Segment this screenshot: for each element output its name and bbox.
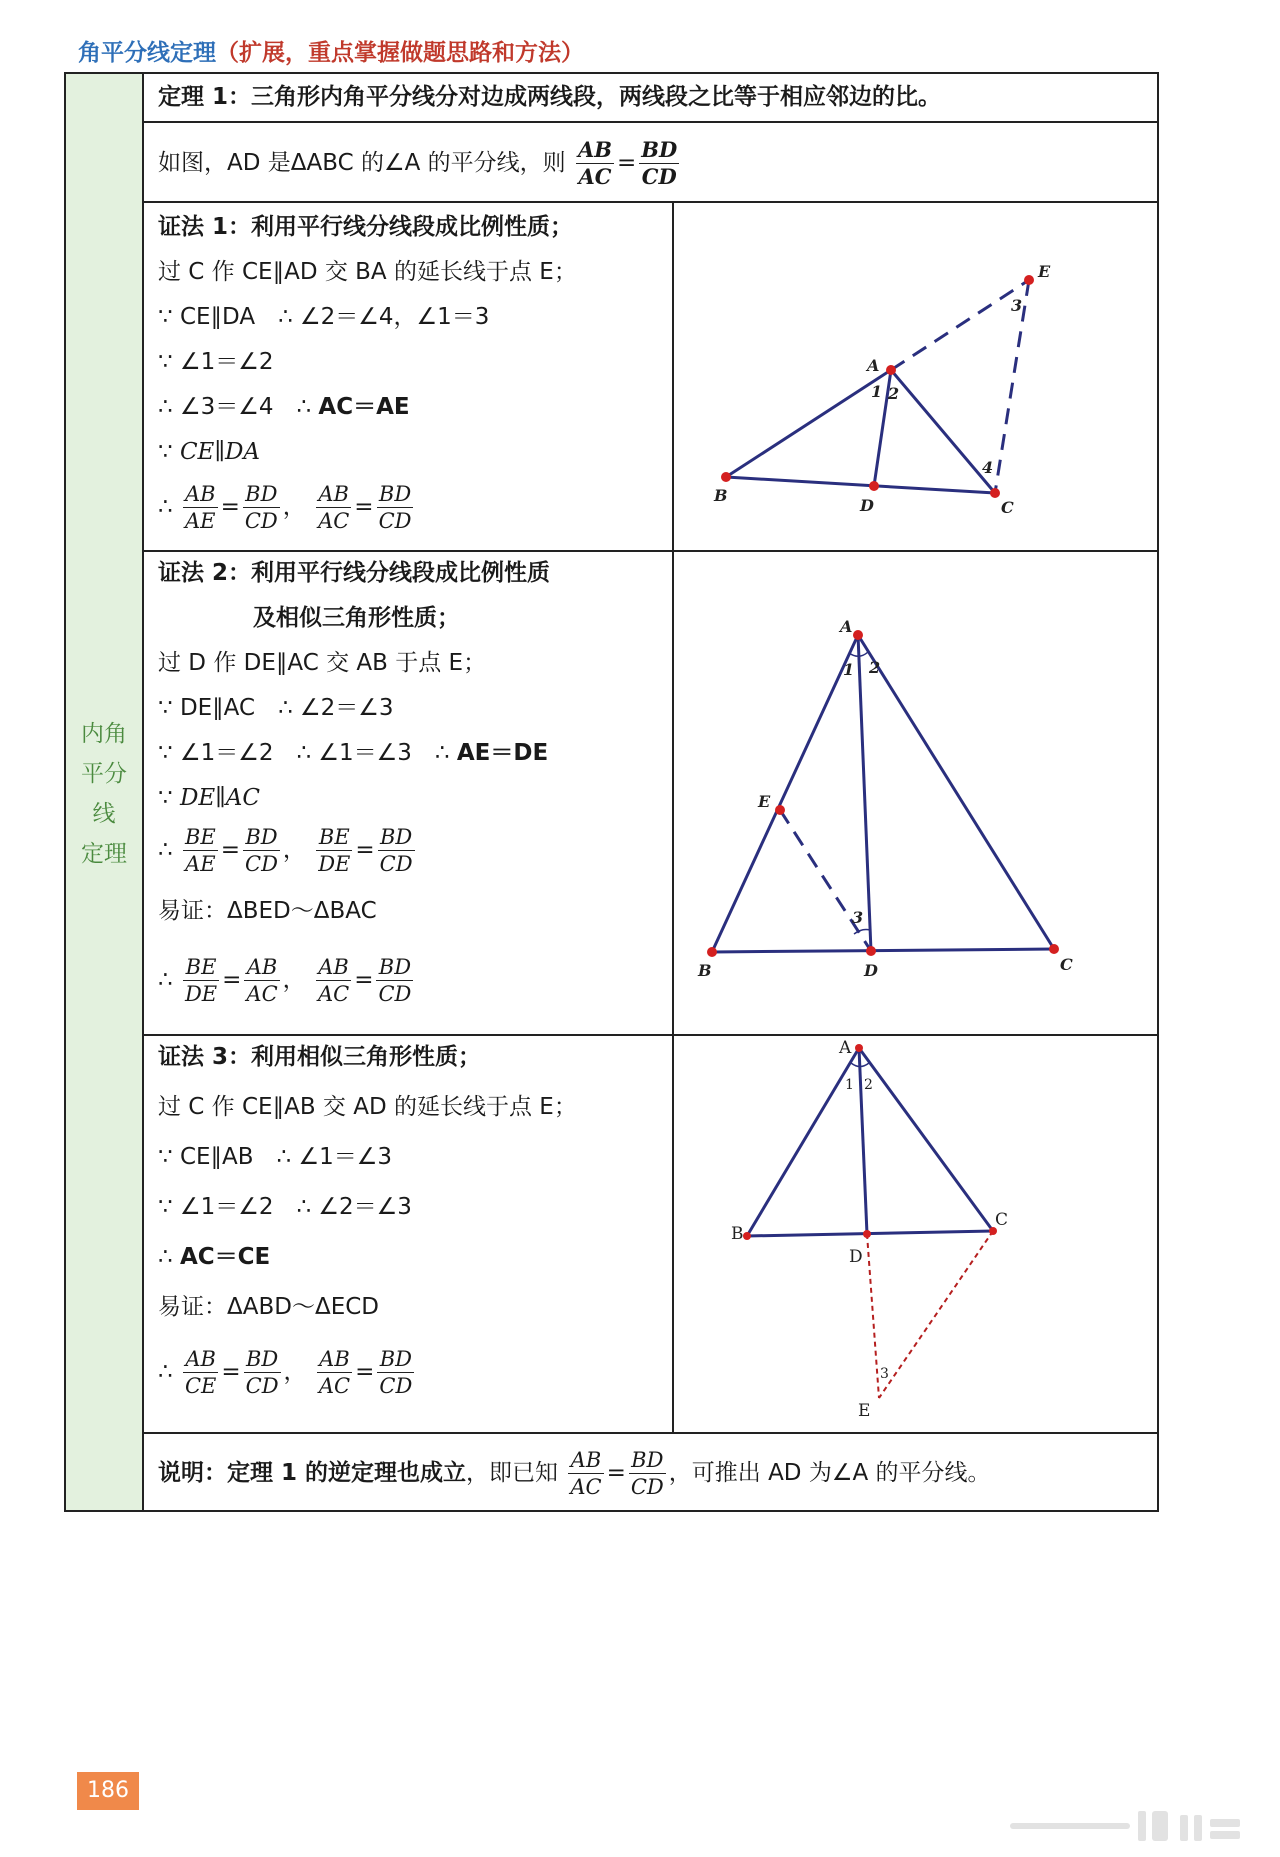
proof1-ratio-line: ∴ $\frac{AB}{AE}$ = $\frac{BD}{CD}$ ， $\frac{AB}{AC}$ = $\frac{BD}{CD}$	[158, 482, 412, 533]
point-a	[853, 630, 863, 640]
proof2-title: 证法 2：利用平行线分线段成比例性质	[158, 560, 551, 586]
numerator: BD	[629, 1447, 666, 1474]
segment-ac	[858, 635, 1054, 949]
point-b	[707, 947, 717, 957]
proof1-result: AC＝AE	[318, 394, 410, 420]
proof2-ratio-line: ∴ $\frac{BE}{DE}$ = $\frac{AB}{AC}$ ， $\frac{AB}{AC}$ = $\frac{BD}{CD}$	[158, 955, 412, 1006]
numerator: BD	[641, 137, 678, 162]
note-label: 说明：	[158, 1460, 227, 1486]
equals-sign: =	[617, 150, 637, 176]
fraction	[576, 137, 614, 190]
numerator: BD	[376, 954, 413, 981]
label-a: A	[839, 1038, 852, 1058]
note: 说明：定理 1 的逆定理也成立，即已知 $\frac{AB}{AC}$ = $\frac{BD}{CD}$ ，可推出 AD 为∠A 的平分线。	[158, 1448, 991, 1499]
point-d	[869, 481, 879, 491]
heading-subtitle: （扩展，重点掌握做题思路和方法）	[216, 40, 584, 66]
numerator: AB	[183, 1346, 218, 1373]
side-label-line: 线	[92, 801, 116, 827]
label-a: A	[840, 617, 853, 636]
fraction	[243, 481, 280, 534]
numerator: AB	[316, 954, 351, 981]
note-tail: ，可推出 AD 为∠A 的平分线。	[668, 1460, 991, 1486]
numerator: BE	[184, 825, 216, 849]
proof3-line	[158, 1242, 270, 1272]
numerator: AB	[568, 1447, 603, 1474]
given-text: 如图，AD 是ΔABC 的∠A 的平分线，则	[158, 150, 566, 176]
proof3-text	[158, 1042, 663, 1427]
point-d	[863, 1230, 871, 1238]
denominator: CE	[184, 1374, 217, 1398]
label-a: A	[867, 356, 880, 375]
denominator: CD	[641, 164, 677, 189]
point-d	[866, 946, 876, 956]
proof1-line-text: ∴ ∠3＝∠4 ∴	[158, 394, 312, 420]
therefore-symbol: ∴	[158, 1359, 173, 1385]
denominator: AC	[317, 982, 350, 1006]
fraction	[316, 824, 352, 877]
page-number: 186	[77, 1772, 139, 1810]
proof3-result: AC＝CE	[179, 1244, 271, 1270]
proof3-line: 过 C 作 CE∥AB 交 AD 的延长线于点 E；	[158, 1094, 577, 1120]
fraction	[316, 481, 351, 534]
side-column	[66, 74, 144, 1510]
theorem-statement-cell	[158, 82, 1138, 118]
fraction	[317, 1346, 352, 1399]
point-a	[855, 1044, 863, 1052]
proof1-text	[158, 209, 663, 544]
segment-ac	[859, 1048, 993, 1231]
label-angle4: 4	[982, 458, 994, 477]
fraction	[316, 954, 351, 1007]
fraction	[377, 1346, 414, 1399]
bisector-ad	[858, 635, 871, 951]
denominator: AC	[246, 982, 278, 1006]
label-d: D	[860, 496, 874, 515]
numerator: BE	[183, 954, 219, 981]
label-angle3: 3	[852, 908, 864, 927]
label-c: C	[1001, 498, 1014, 517]
fraction	[378, 824, 415, 877]
theorem-formula	[158, 136, 682, 190]
label-c: C	[1060, 955, 1073, 974]
proof1-title: 证法 1：利用平行线分线段成比例性质；	[158, 214, 574, 240]
side-label-line: 内角	[81, 721, 127, 747]
proof2-title-cont: 及相似三角形性质；	[253, 605, 460, 631]
proof3-line: ∵ CE∥AB ∴ ∠1＝∠3	[158, 1144, 392, 1170]
fraction	[243, 824, 280, 877]
label-e: E	[858, 1401, 871, 1421]
side-label	[66, 714, 142, 874]
proof2-similar: 易证：ΔBED～ΔBAC	[158, 898, 377, 924]
label-b: B	[731, 1224, 744, 1244]
label-angle1: 1	[845, 1077, 854, 1093]
point-b	[721, 472, 731, 482]
denominator: DE	[184, 982, 218, 1006]
proof1-line: 过 C 作 CE∥AD 交 BA 的延长线于点 E；	[158, 259, 577, 285]
therefore-symbol: ∴	[158, 967, 173, 993]
numerator: AB	[184, 482, 216, 506]
label-angle3: 3	[1011, 296, 1023, 315]
side-label-line: 定理	[81, 841, 127, 867]
denominator: AC	[318, 509, 350, 533]
label-angle2: 2	[888, 384, 900, 403]
numerator: AB	[317, 1346, 352, 1373]
fraction	[376, 954, 413, 1007]
proof1-diagram	[674, 203, 1159, 548]
label-e: E	[758, 792, 771, 811]
numerator: AB	[577, 137, 612, 162]
proof3-line: ∵ ∠1＝∠2 ∴ ∠2＝∠3	[158, 1194, 412, 1220]
denominator: AE	[185, 509, 216, 533]
proof3-title: 证法 3：利用相似三角形性质；	[158, 1044, 482, 1070]
denominator: CD	[378, 982, 412, 1006]
proof1-line	[158, 392, 410, 422]
denominator: AC	[318, 1374, 351, 1398]
segment-ab	[726, 370, 891, 477]
numerator: BE	[316, 824, 352, 851]
row-divider	[144, 1432, 1157, 1434]
parallel-de	[780, 810, 871, 951]
proof1-line	[158, 437, 260, 467]
denominator: CD	[630, 1475, 664, 1499]
proof2-line	[158, 783, 260, 813]
note-bold: 定理 1 的逆定理也成立	[227, 1460, 467, 1486]
proof1-line: ∵ ∠1＝∠2	[158, 349, 274, 375]
proof2-text	[158, 558, 663, 1028]
numerator: BD	[243, 824, 280, 851]
theorem-statement: 定理 1：三角形内角平分线分对边成两线段，两线段之比等于相应邻边的比。	[158, 84, 942, 110]
denominator: CD	[378, 509, 412, 533]
note-mid: ，即已知	[466, 1460, 559, 1486]
segment-bc	[726, 477, 995, 493]
denominator: CD	[245, 852, 278, 876]
proof2-diagram	[674, 552, 1159, 1032]
proof1-line: ∵ CE∥DA ∴ ∠2＝∠4，∠1＝3	[158, 304, 490, 330]
segment-ab	[712, 635, 858, 952]
fraction	[183, 954, 219, 1007]
theorem-table	[64, 72, 1159, 1512]
heading-title: 角平分线定理	[78, 40, 216, 66]
label-e: E	[1038, 262, 1051, 281]
proof2-result: AE＝DE	[456, 740, 549, 766]
segment-ab	[747, 1048, 859, 1236]
point-c	[990, 488, 1000, 498]
segment-ac	[891, 370, 995, 493]
side-label-line: 平分	[81, 761, 127, 787]
fraction	[244, 1346, 281, 1399]
proof3-ratio-line: ∴ $\frac{AB}{CE}$ = $\frac{BD}{CD}$ ， $\frac{AB}{AC}$ = $\frac{BD}{CD}$	[158, 1347, 413, 1398]
page-heading	[78, 34, 584, 67]
numerator: AB	[316, 481, 351, 508]
extension-ae	[891, 280, 1029, 370]
theorem-formula-cell	[158, 128, 1138, 198]
denominator: AE	[185, 852, 216, 876]
label-b: B	[698, 961, 712, 980]
fraction	[183, 481, 218, 534]
segment-bc	[712, 949, 1054, 952]
label-c: C	[995, 1210, 1009, 1230]
numerator: BD	[244, 1346, 281, 1373]
parallel-ce	[879, 1231, 993, 1398]
denominator: CD	[244, 509, 278, 533]
point-a	[886, 365, 896, 375]
point-b	[743, 1232, 751, 1240]
proof3-diagram	[674, 1036, 1159, 1430]
point-c	[1049, 944, 1059, 954]
fraction	[639, 137, 679, 190]
label-angle1: 1	[871, 382, 883, 401]
proof3-similar: 易证：ΔABD～ΔECD	[158, 1294, 379, 1320]
denominator: AC	[570, 1475, 602, 1499]
proof2-line-text: ∵ ∠1＝∠2 ∴ ∠1＝∠3 ∴	[158, 740, 450, 766]
bisector-ad	[859, 1048, 867, 1234]
label-angle1: 1	[843, 660, 855, 679]
fraction	[183, 1346, 218, 1399]
proof1-parallel: CE∥DA	[179, 439, 261, 465]
label-b: B	[714, 486, 728, 505]
numerator: BD	[243, 481, 280, 508]
watermark-logo	[1010, 1805, 1260, 1845]
numerator: BD	[378, 824, 415, 851]
extension-de	[867, 1234, 879, 1398]
proof2-ratio-line: ∴ $\frac{BE}{AE}$ = $\frac{BD}{CD}$ ， $\frac{BE}{DE}$ = $\frac{BD}{CD}$	[158, 825, 413, 876]
therefore-symbol: ∴	[158, 1244, 173, 1270]
proof2-line	[158, 738, 548, 768]
label-d: D	[864, 961, 878, 980]
denominator: CD	[379, 852, 413, 876]
therefore-symbol: ∴	[158, 837, 173, 863]
numerator: BD	[377, 1346, 414, 1373]
label-angle2: 2	[869, 658, 881, 677]
proof2-line: ∵ DE∥AC ∴ ∠2＝∠3	[158, 695, 394, 721]
point-e	[775, 805, 785, 815]
point-e	[1024, 275, 1034, 285]
proof2-parallel: DE∥AC	[179, 785, 261, 811]
denominator: AC	[578, 164, 612, 189]
label-angle2: 2	[864, 1077, 873, 1093]
fraction	[244, 954, 279, 1007]
fraction	[629, 1447, 666, 1500]
numerator: BD	[377, 481, 414, 508]
fraction	[377, 481, 414, 534]
denominator: DE	[318, 852, 351, 876]
therefore-symbol: ∴	[158, 494, 173, 520]
label-angle3: 3	[880, 1366, 889, 1382]
row-divider	[144, 121, 1157, 123]
proof2-line: 过 D 作 DE∥AC 交 AB 于点 E；	[158, 650, 487, 676]
denominator: CD	[245, 1374, 279, 1398]
label-d: D	[849, 1247, 863, 1267]
because-symbol: ∵	[158, 785, 173, 811]
note-cell	[158, 1439, 1138, 1509]
fraction	[183, 824, 218, 877]
numerator: AB	[244, 954, 279, 981]
denominator: CD	[379, 1374, 413, 1398]
because-symbol: ∵	[158, 439, 173, 465]
fraction	[568, 1447, 603, 1500]
